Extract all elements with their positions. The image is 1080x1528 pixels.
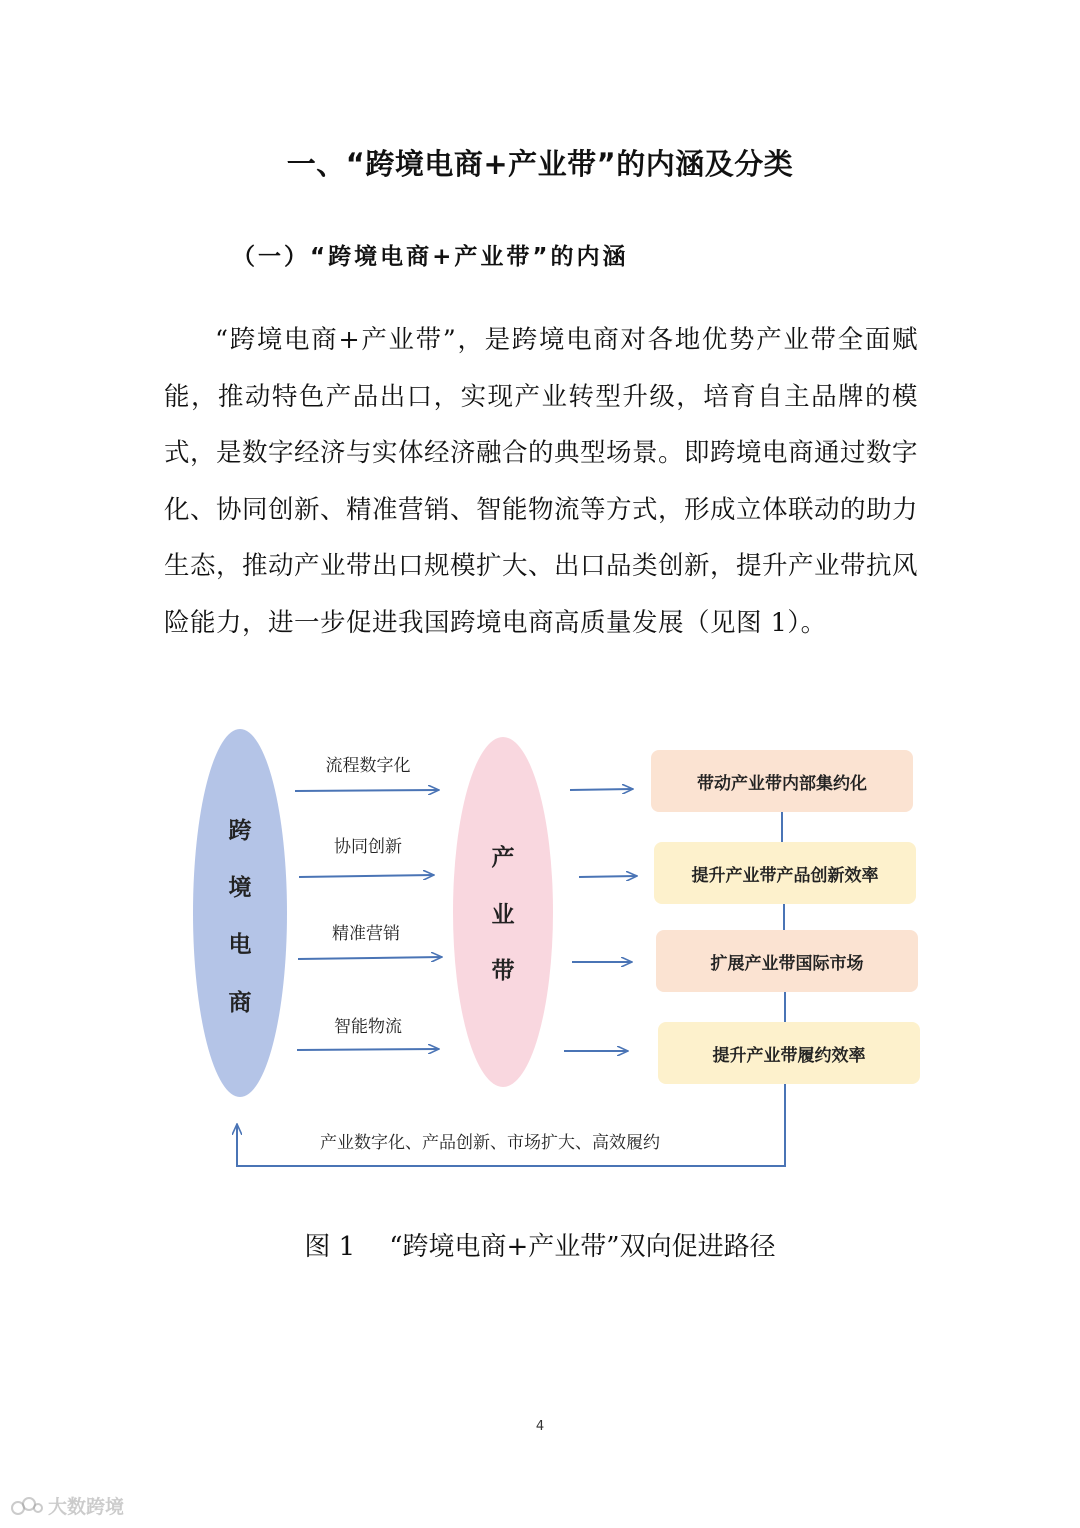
outcome-box: 扩展产业带国际市场	[656, 930, 918, 992]
arrow-label: 精准营销	[332, 924, 400, 944]
caption-title: “跨境电商+产业带”双向促进路径	[389, 1232, 776, 1262]
arrow-label: 流程数字化	[325, 756, 411, 776]
watermark	[10, 1492, 124, 1519]
arrow-label: 协同创新	[334, 837, 402, 857]
left-oval-char: 商	[228, 990, 252, 1016]
watermark-text: 大数跨境	[48, 1496, 125, 1518]
outcome-box: 提升产业带产品创新效率	[654, 842, 916, 904]
figure-diagram	[180, 720, 940, 1190]
left-oval-shape	[193, 729, 287, 1097]
middle-oval-char: 业	[491, 902, 515, 928]
arrow-label: 智能物流	[334, 1017, 402, 1037]
left-oval-char: 境	[228, 875, 252, 901]
arrow-2	[299, 875, 434, 877]
section-heading: 一、“跨境电商+产业带”的内涵及分类	[286, 147, 794, 181]
arrow-1	[295, 790, 439, 791]
feedback-label: 产业数字化、产品创新、市场扩大、高效履约	[320, 1133, 660, 1153]
middle-oval-char: 带	[491, 958, 515, 984]
feedback-loop-line	[237, 1084, 785, 1166]
left-oval-char: 跨	[228, 818, 252, 844]
outcome-box: 提升产业带履约效率	[658, 1022, 920, 1084]
arrow-6	[579, 876, 637, 877]
body-paragraph: “跨境电商+产业带”，是跨境电商对各地优势产业带全面赋能，推动特色产品出口，实现产业转型升级，培育自主品牌的模式，是数字经济与实体经济融合的典型场景。即跨境电商通过数字化、协同创新、精准营销、智能物流等方式，形成立体联动的助力生态，推动产业带出口规模扩大、出口品类创新，提升产业带抗风险能力，进一步促进我国跨境电商高质量发展（见图 1）。	[164, 325, 919, 638]
arrow-5	[570, 789, 633, 790]
watermark-logo-icon	[10, 1494, 44, 1518]
arrow-3	[298, 957, 442, 959]
left-oval-char: 电	[228, 932, 252, 958]
middle-oval-char: 产	[491, 845, 515, 871]
outcome-box: 带动产业带内部集约化	[651, 750, 913, 812]
figure-caption	[0, 1226, 1080, 1263]
caption-number: 图 1	[304, 1232, 356, 1262]
subsection-heading: （一）“跨境电商+产业带”的内涵	[232, 244, 629, 270]
arrow-4	[297, 1049, 439, 1050]
page-number: 4	[535, 1419, 545, 1434]
